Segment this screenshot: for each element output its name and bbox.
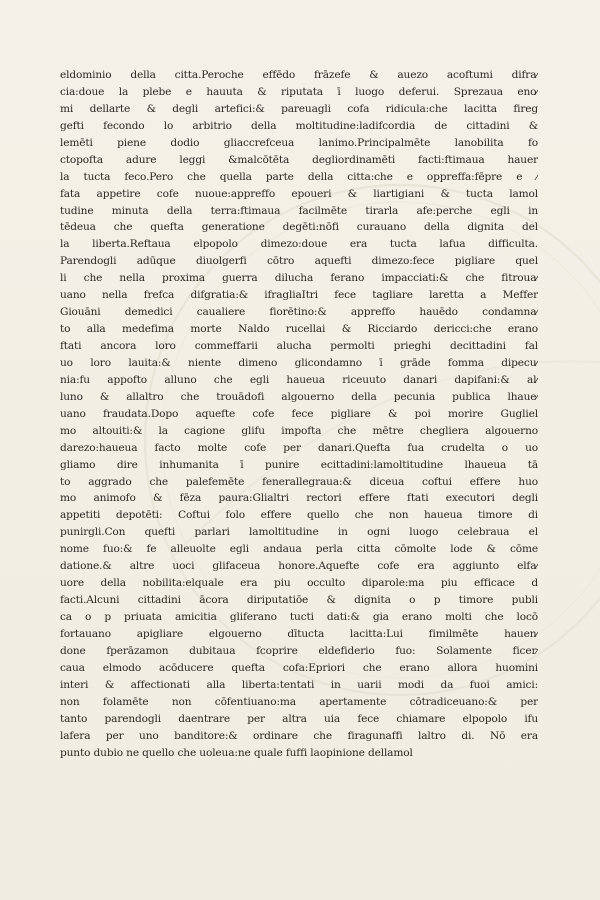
text-line: eldominio della citta.Peroche effēdo frāzefe & auezo acoftumi difra⁄ [60,69,538,81]
text-line: to alla medefima morte Naldo rucellai & Ricciardo dericci:che erano [60,323,538,336]
text-line: darezo:haueua facto molte cofe per danari.Quefta fua crudelta o uo [60,441,538,454]
text-line: gliamo dire inhumanita ī punire ecittadini:lamoltitudine lhaueua tā [60,458,538,471]
text-line: interi & affectionati alla liberta:tentati in uarii modi da fuoi amici: [60,678,538,691]
body-text [60,67,538,761]
text-line: to aggrado che palefemēte fenerallegraua:& diceua coftui effere huo [60,475,538,488]
text-line: lafera per uno banditore:& ordinare che firagunaffi laltro di. Nō era [60,729,538,742]
text-line: uo loro lauita:& niente dimeno glicondamno ī grāde fomma dipecu⁄ [60,356,538,369]
text-line: tudine minuta della terra:ftimaua facilmēte tirarla afe:perche egli in [60,204,538,217]
text-line: facti.Alcuni cittadini ācora diriputatiōe & dignita o p timore publi [60,594,538,607]
text-line: uano nella frefca difgratia:& ifragliaItri fece tagliare laretta a Meffer [60,289,538,302]
text-line: Giouāni demedici caualiere fiorētino:& appreffo hauēdo condamna⁄ [60,306,538,319]
text-line: done fperāzamon dubitaua fcoprire eldefiderio fuo: Solamente ficer⁄ [60,644,538,657]
text-line: non folamēte non cōfentiuano:ma apertamente cōtradiceuano:& per [60,695,538,708]
text-line: mo altouiti:& la cagione glifu impofta che mētre chegliera algouerno [60,424,538,437]
text-line: datione.& altre uoci glifaceua honore.Aquefte cofe era aggiunto elfa⁄ [60,560,538,573]
text-line: li che nella proxima guerra dilucha ferano impacciati:& che fitroua⁄ [60,272,538,285]
text-line: lemēti piene dodio gliaccrefceua lanimo.Principalmēte lanobilita fo [60,136,538,149]
text-line: tanto parendogli daentrare per altra uia fece chiamare elpopolo ifu [60,712,538,725]
text-line: appetiti depotēti: Coftui folo effere quello che non haueua timore di [60,509,538,522]
text-line: ca o p priuata amicitia gliferano tucti dati:& gia erano molti che locō [60,611,538,623]
text-line: mi dellarte & degli artefici:& pareuagli cofa ridicula:che lacitta fireg [60,102,538,115]
text-line: la liberta.Reftaua elpopolo dimezo:doue era tucta lafua difficulta. [60,238,538,251]
text-line: nia:fu appofto alluno che egli haueua riceuuto danari dapifani:& al⁄ [60,373,538,386]
text-line: fortauano apigliare elgouerno dītucta lacitta:Lui fimilmēte hauen⁄ [60,627,538,640]
text-line: punirgli.Con quefti parlari lamoltitudine in ogni luogo celebraua el [60,526,538,539]
text-line: fata appetire cofe nuoue:appreffo epoueri & liartigiani & tucta lamol [60,187,538,200]
text-line: nome fuo:& fe alleuolte egli andaua perla citta cōmolte lode & cōme [60,543,538,556]
text-line: caua elmodo acōducere quefta cofa:Epriori che erano allora huomini [60,661,538,674]
text-line: Parendogli adūque diuolgerfi cōtro aquefti dimezo:fece pigliare quel [60,255,538,268]
text-line: la tucta feco.Pero che quella parte della citta:che e oppreffa:fēpre e ⁄ [60,170,538,183]
text-line: ctopofta adure leggi &malcōtēta degliordinamēti facti:ftimaua hauer [60,153,538,166]
text-line: ftati ancora loro commeffarii alucha permolti prieghi decittadini fal [60,340,538,352]
text-line: uore della nobilita:elquale era piu occulto diparole:ma piu efficace d [60,577,538,590]
text-line: tēdeua che quefta generatione degēti:nōfi curauano della dignita del [60,221,538,234]
text-line: punto dubio ne quello che uoleua:ne quale fuffi laopinione dellamol [60,746,413,759]
text-line: cia:doue la plebe e hauuta & riputata ī luogo deferui. Sprezaua eno⁄ [60,85,538,98]
text-line: mo animofo & fēza paura:Glialtri rectori effere ftati executori degli [60,492,538,505]
text-line: uano fraudata.Dopo aquefte cofe fece pigliare & poi morire Gugliel [60,407,538,420]
text-line: gefti fecondo lo arbitrio della moltitudine:ladifcordia de cittadini & [60,119,538,132]
text-line: luno & allaltro che trouādofi algouerno della pecunia publica lhaue⁄ [60,390,538,403]
